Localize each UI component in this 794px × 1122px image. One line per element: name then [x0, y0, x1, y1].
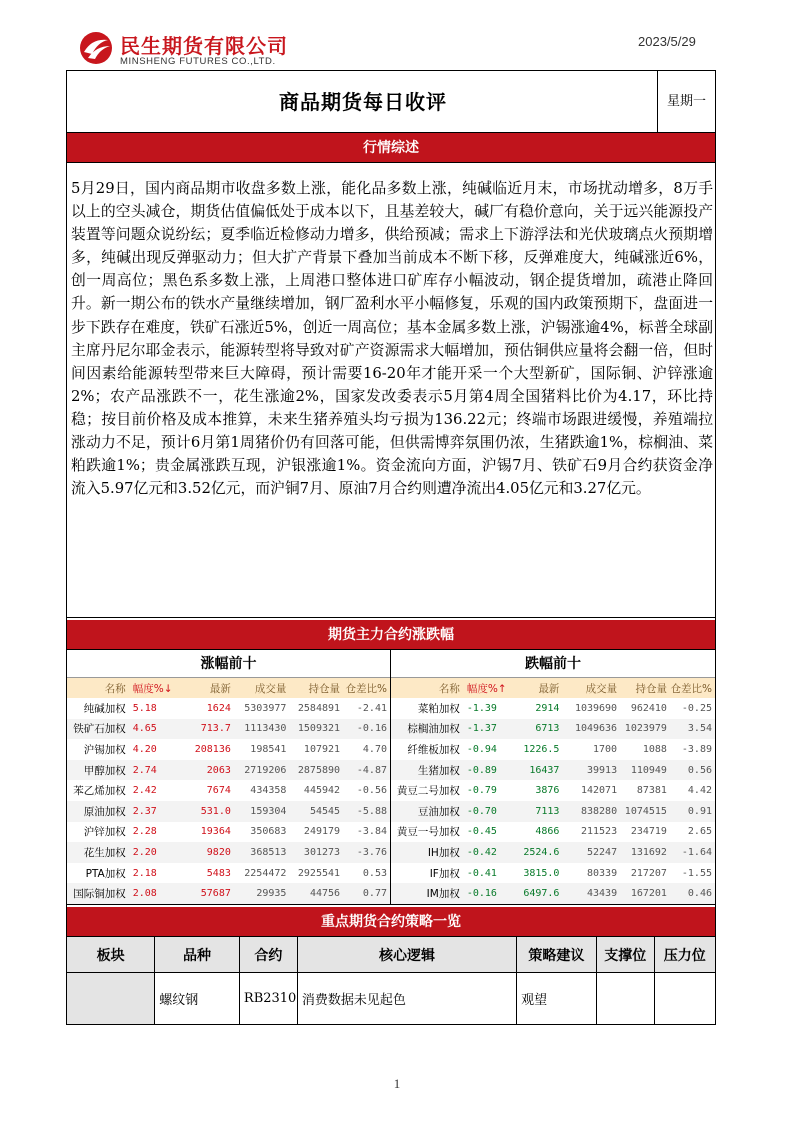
strategy-column-header: 压力位	[654, 937, 715, 973]
column-header: 仓差比%	[343, 678, 390, 698]
contract-name: 黄豆一号加权	[391, 822, 463, 843]
last-price: 6497.6	[511, 883, 563, 904]
table-row	[67, 760, 390, 781]
volume: 80339	[562, 863, 620, 884]
oi-change-pct: 0.53	[343, 863, 390, 884]
volume: 1049636	[562, 719, 620, 740]
volume: 2719206	[234, 760, 290, 781]
last-price: 7674	[179, 780, 234, 801]
open-interest: 1509321	[289, 719, 343, 740]
oi-change-pct: -0.16	[343, 719, 390, 740]
change-pct: -0.42	[463, 842, 511, 863]
column-header: 成交量	[234, 678, 290, 698]
last-price: 6713	[511, 719, 563, 740]
table-row	[67, 719, 390, 740]
table-row	[67, 698, 390, 719]
oi-change-pct: -0.25	[670, 698, 715, 719]
contract-name: 甲醇加权	[67, 760, 129, 781]
change-pct: 2.18	[129, 863, 179, 884]
change-pct: 5.18	[129, 698, 179, 719]
open-interest: 1023979	[620, 719, 670, 740]
contract-name: IH加权	[391, 842, 463, 863]
open-interest: 2875890	[289, 760, 343, 781]
oi-change-pct: -3.84	[343, 822, 390, 843]
oi-change-pct: 0.46	[670, 883, 715, 904]
open-interest: 54545	[289, 801, 343, 822]
losers-table	[391, 678, 715, 904]
title-row	[67, 71, 715, 133]
strategy-column-header: 品种	[155, 937, 240, 973]
gainers-heading: 涨幅前十	[67, 650, 390, 678]
contract-name: 豆油加权	[391, 801, 463, 822]
table-row	[67, 883, 390, 904]
open-interest: 167201	[620, 883, 670, 904]
table-row	[67, 863, 390, 884]
change-pct: 2.37	[129, 801, 179, 822]
open-interest: 87381	[620, 780, 670, 801]
movers-panel	[67, 650, 715, 905]
section-header-strategy: 重点期货合约策略一览	[67, 907, 715, 937]
last-price: 3876	[511, 780, 563, 801]
contract-name: 苯乙烯加权	[67, 780, 129, 801]
volume: 1700	[562, 739, 620, 760]
strategy-table	[67, 937, 715, 1024]
change-pct: 2.74	[129, 760, 179, 781]
last-price: 7113	[511, 801, 563, 822]
core-logic: 消费数据未见起色	[297, 973, 516, 1024]
column-header: 名称	[391, 678, 463, 698]
oi-change-pct: -1.64	[670, 842, 715, 863]
oi-change-pct: -0.56	[343, 780, 390, 801]
contract-name: 沪锌加权	[67, 822, 129, 843]
change-pct: -0.94	[463, 739, 511, 760]
report-weekday: 星期一	[657, 71, 715, 133]
open-interest: 2925541	[289, 863, 343, 884]
change-pct: 2.42	[129, 780, 179, 801]
last-price: 2063	[179, 760, 234, 781]
change-pct: -0.16	[463, 883, 511, 904]
contract-name: 黄豆二号加权	[391, 780, 463, 801]
change-pct: 4.65	[129, 719, 179, 740]
oi-change-pct: 3.54	[670, 719, 715, 740]
strategy-row	[67, 973, 715, 1024]
change-pct: 2.08	[129, 883, 179, 904]
open-interest: 234719	[620, 822, 670, 843]
table-row	[67, 822, 390, 843]
volume: 142071	[562, 780, 620, 801]
strategy-column-header: 核心逻辑	[297, 937, 516, 973]
oi-change-pct: -1.55	[670, 863, 715, 884]
column-header: 仓差比%	[670, 678, 715, 698]
table-row	[391, 780, 715, 801]
section-header-movers: 期货主力合约涨跌幅	[67, 620, 715, 650]
column-header: 最新	[179, 678, 234, 698]
table-row	[391, 822, 715, 843]
column-header: 名称	[67, 678, 129, 698]
contract-name: 纤维板加权	[391, 739, 463, 760]
contract-name: 菜粕加权	[391, 698, 463, 719]
column-header: 幅度%↓	[129, 678, 179, 698]
change-pct: -0.41	[463, 863, 511, 884]
gainers-panel	[67, 650, 391, 904]
volume: 434358	[234, 780, 290, 801]
company-name-en: MINSHENG FUTURES CO.,LTD.	[120, 56, 276, 67]
oi-change-pct: 4.42	[670, 780, 715, 801]
table-row	[391, 739, 715, 760]
oi-change-pct: 0.91	[670, 801, 715, 822]
oi-change-pct: -3.89	[670, 739, 715, 760]
contract-name: 棕榈油加权	[391, 719, 463, 740]
oi-change-pct: 2.65	[670, 822, 715, 843]
change-pct: -1.39	[463, 698, 511, 719]
last-price: 5483	[179, 863, 234, 884]
change-pct: 2.20	[129, 842, 179, 863]
open-interest: 110949	[620, 760, 670, 781]
contract-name: 铁矿石加权	[67, 719, 129, 740]
gainers-table	[67, 678, 390, 904]
recommendation: 观望	[517, 973, 597, 1024]
contract-name: 原油加权	[67, 801, 129, 822]
volume: 368513	[234, 842, 290, 863]
last-price: 4866	[511, 822, 563, 843]
open-interest: 249179	[289, 822, 343, 843]
contract-name: 沪锡加权	[67, 739, 129, 760]
last-price: 1226.5	[511, 739, 563, 760]
column-header: 持仓量	[289, 678, 343, 698]
minsheng-logo-icon	[78, 30, 114, 66]
table-row	[391, 719, 715, 740]
table-row	[391, 801, 715, 822]
open-interest: 44756	[289, 883, 343, 904]
change-pct: -0.79	[463, 780, 511, 801]
oi-change-pct: 0.77	[343, 883, 390, 904]
last-price: 531.0	[179, 801, 234, 822]
table-row	[67, 739, 390, 760]
column-header: 成交量	[562, 678, 620, 698]
volume: 39913	[562, 760, 620, 781]
open-interest: 217207	[620, 863, 670, 884]
strategy-column-header: 支撑位	[596, 937, 654, 973]
table-row	[391, 883, 715, 904]
volume: 211523	[562, 822, 620, 843]
table-row	[391, 842, 715, 863]
company-name-cn: 民生期货有限公司	[120, 34, 288, 58]
oi-change-pct: -2.41	[343, 698, 390, 719]
open-interest: 131692	[620, 842, 670, 863]
last-price: 3815.0	[511, 863, 563, 884]
section-header-overview: 行情综述	[67, 133, 715, 163]
last-price: 2914	[511, 698, 563, 719]
strategy-column-header: 合约	[239, 937, 297, 973]
table-row	[67, 842, 390, 863]
volume: 1113430	[234, 719, 290, 740]
volume: 5303977	[234, 698, 290, 719]
strategy-column-header: 策略建议	[517, 937, 597, 973]
contract-name: 国际铜加权	[67, 883, 129, 904]
table-row	[391, 760, 715, 781]
volume: 43439	[562, 883, 620, 904]
last-price: 19364	[179, 822, 234, 843]
change-pct: 2.28	[129, 822, 179, 843]
volume: 198541	[234, 739, 290, 760]
market-summary-text: 5月29日，国内商品期市收盘多数上涨，能化品多数上涨，纯碱临近月末，市场扰动增多，8万手以上的空头减仓，期货估值偏低处于成本以下，且基差较大，碱厂有稳价意向，关于远兴能源投产装置等问题众说纷纭；夏季临近检修动力增多，供给预减；需求上下游浮法和光伏玻璃点火预期增多，纯碱出现反弹驱动力；但大扩产背景下叠加当前成本不断下移，反弹难度大，纯碱涨近6%，创一周高位；黑色系多数上涨，上周港口整体进口矿库存小幅波动，钢企提货增加，疏港止降回升。新一期公布的铁水产量继续增加，钢厂盈利水平小幅修复，乐观的国内政策预期下，盘面进一步下跌存在难度，铁矿石涨近5%，创近一周高位；基本金属多数上涨，沪锡涨逾4%，标普全球副主席丹尼尔耶金表示，能源转型将导致对矿产资源需求大幅增加，预估铜供应量将会翻一倍，但时间因素给能源转型带来巨大障碍，预计需要16-20年才能开采一个大型新矿，国际铜、沪锌涨逾2%；农产品涨跌不一，花生涨逾2%，国家发改委表示5月第4周全国猪料比价为4.17，环比持稳；按目前价格及成本推算，未来生猪养殖头均亏损为136.22元；终端市场跟进缓慢，养殖端拉涨动力不足，预计6月第1周猪价仍有回落可能，但供需博弈氛围仍浓，生猪跌逾1%，棕榈油、菜粕跌逾1%；贵金属涨跌互现，沪银涨逾1%。资金流向方面，沪锡7月、铁矿石9月合约获资金净流入5.97亿元和3.52亿元，而沪铜7月、原油7月合约则遭净流出4.05亿元和3.27亿元。	[67, 163, 715, 618]
open-interest: 1088	[620, 739, 670, 760]
volume: 52247	[562, 842, 620, 863]
oi-change-pct: -5.88	[343, 801, 390, 822]
table-row	[391, 698, 715, 719]
last-price: 713.7	[179, 719, 234, 740]
last-price: 16437	[511, 760, 563, 781]
last-price: 9820	[179, 842, 234, 863]
contract-name: IM加权	[391, 883, 463, 904]
sector	[67, 973, 155, 1024]
open-interest: 1074515	[620, 801, 670, 822]
column-header: 持仓量	[620, 678, 670, 698]
losers-panel	[391, 650, 715, 904]
last-price: 208136	[179, 739, 234, 760]
volume: 1039690	[562, 698, 620, 719]
product: 螺纹钢	[155, 973, 240, 1024]
open-interest: 2584891	[289, 698, 343, 719]
contract-name: 花生加权	[67, 842, 129, 863]
losers-heading: 跌幅前十	[391, 650, 715, 678]
column-header: 幅度%↑	[463, 678, 511, 698]
volume: 350683	[234, 822, 290, 843]
contract-name: PTA加权	[67, 863, 129, 884]
table-row	[67, 801, 390, 822]
report-frame	[66, 70, 716, 1025]
volume: 838280	[562, 801, 620, 822]
resistance-level	[654, 973, 715, 1024]
change-pct: -0.70	[463, 801, 511, 822]
page-number: 1	[393, 1076, 401, 1091]
volume: 2254472	[234, 863, 290, 884]
open-interest: 301273	[289, 842, 343, 863]
oi-change-pct: -4.87	[343, 760, 390, 781]
table-row	[67, 780, 390, 801]
change-pct: 4.20	[129, 739, 179, 760]
contract: RB2310	[239, 973, 297, 1024]
last-price: 57687	[179, 883, 234, 904]
last-price: 2524.6	[511, 842, 563, 863]
oi-change-pct: 4.70	[343, 739, 390, 760]
volume: 159304	[234, 801, 290, 822]
report-title: 商品期货每日收评	[279, 90, 447, 114]
open-interest: 445942	[289, 780, 343, 801]
support-level	[596, 973, 654, 1024]
column-header: 最新	[511, 678, 563, 698]
company-logo	[78, 28, 318, 72]
open-interest: 962410	[620, 698, 670, 719]
last-price: 1624	[179, 698, 234, 719]
change-pct: -0.45	[463, 822, 511, 843]
oi-change-pct: -3.76	[343, 842, 390, 863]
contract-name: 纯碱加权	[67, 698, 129, 719]
change-pct: -1.37	[463, 719, 511, 740]
volume: 29935	[234, 883, 290, 904]
contract-name: 生猪加权	[391, 760, 463, 781]
open-interest: 107921	[289, 739, 343, 760]
strategy-column-header: 板块	[67, 937, 155, 973]
oi-change-pct: 0.56	[670, 760, 715, 781]
report-date: 2023/5/29	[638, 34, 696, 49]
table-row	[391, 863, 715, 884]
contract-name: IF加权	[391, 863, 463, 884]
change-pct: -0.89	[463, 760, 511, 781]
